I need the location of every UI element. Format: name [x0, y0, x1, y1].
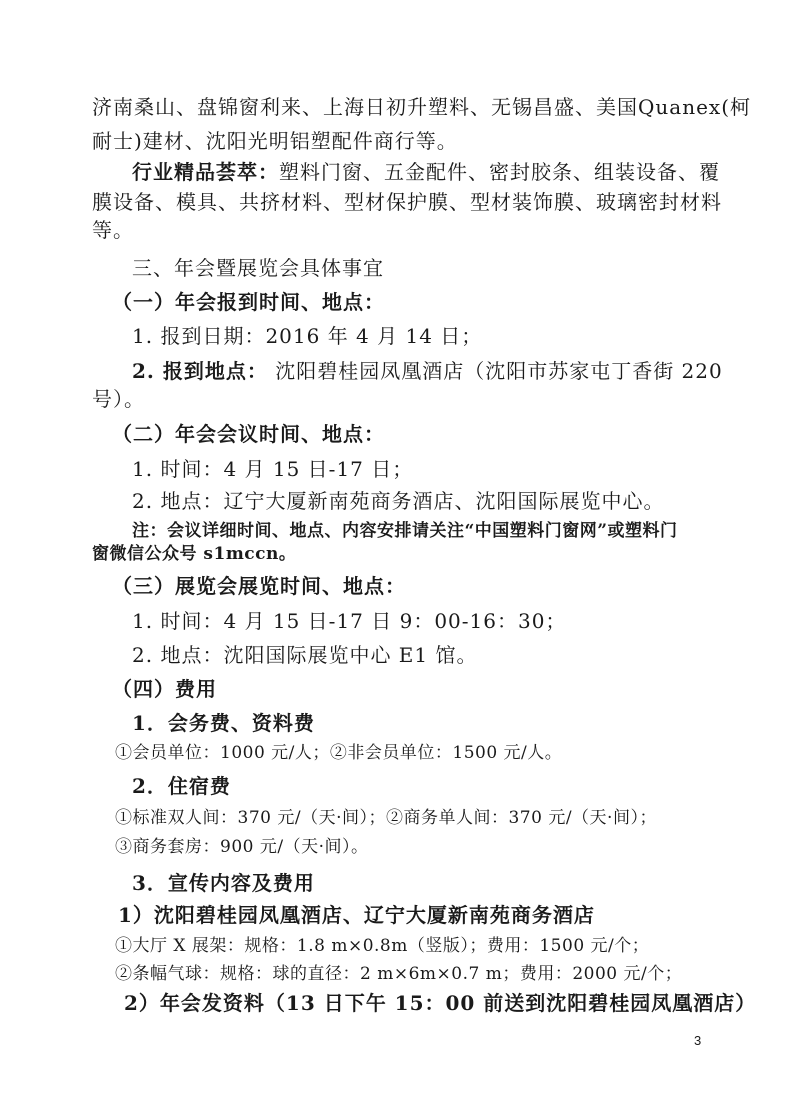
note-line: 窗微信公众号 s1mccn。: [92, 544, 297, 564]
text-line: 1. 时间：4 月 15 日-17 日 9：00-16：30；: [132, 609, 567, 633]
text-line: 耐士)建材、沈阳光明铝塑配件商行等。: [92, 129, 458, 153]
text-line: ②条幅气球：规格：球的直径：2 m×6m×0.7 m；费用：2000 元/个；: [115, 964, 683, 984]
text-line: ①标准双人间：370 元/（天·间）；②商务单人间：370 元/（天·间）；: [115, 808, 657, 828]
text-line: 济南桑山、盘锦窗利来、上海日初升塑料、无锡昌盛、美国Quanex(柯: [92, 95, 751, 119]
item-label: 2. 报到地点：: [132, 359, 268, 383]
text-segment: 沈阳碧桂园凤凰酒店（沈阳市苏家屯丁香街 220: [275, 359, 723, 383]
text-line: 号）。: [92, 387, 145, 411]
text-line: ①会员单位：1000 元/人；②非会员单位：1500 元/人。: [115, 743, 563, 763]
text-line: 1. 报到日期：2016 年 4 月 14 日；: [132, 324, 483, 348]
section-heading: 三、年会暨展览会具体事宜: [132, 256, 384, 280]
subsection-heading: （二）年会会议时间、地点：: [112, 422, 385, 446]
subsection-heading: （三）展览会展览时间、地点：: [112, 574, 406, 598]
text-line: [132, 159, 720, 185]
text-line: 等。: [92, 218, 134, 242]
text-line: 1. 时间：4 月 15 日-17 日；: [132, 457, 414, 481]
section-label: 行业精品荟萃：: [132, 160, 279, 184]
text-line: 2. 地点：辽宁大厦新南苑商务酒店、沈阳国际展览中心。: [132, 489, 665, 513]
text-line: 膜设备、模具、共挤材料、型材保护膜、型材装饰膜、玻璃密封材料: [92, 190, 722, 214]
text-line: 2. 地点：沈阳国际展览中心 E1 馆。: [132, 643, 478, 667]
text-line: ③商务套房：900 元/（天·间）。: [115, 837, 369, 857]
text-line: [132, 358, 723, 384]
subsection-heading: 2）年会发资料（13 日下午 15：00 前送到沈阳碧桂园凤凰酒店）: [124, 991, 757, 1015]
subsection-heading: 3．宣传内容及费用: [132, 871, 315, 895]
subsection-heading: （一）年会报到时间、地点：: [112, 290, 385, 314]
subsection-heading: （四）费用: [112, 677, 217, 701]
text-line: ①大厅 X 展架：规格：1.8 m×0.8m（竖版）；费用：1500 元/个；: [115, 936, 650, 956]
subsection-heading: 1）沈阳碧桂园凤凰酒店、辽宁大厦新南苑商务酒店: [118, 903, 595, 927]
subsection-heading: 1．会务费、资料费: [132, 711, 315, 735]
subsection-heading: 2．住宿费: [132, 774, 231, 798]
note-line: 注：会议详细时间、地点、内容安排请关注“中国塑料门窗网”或塑料门: [132, 521, 678, 541]
text-segment: 塑料门窗、五金配件、密封胶条、组装设备、覆: [279, 160, 720, 184]
page-number: 3: [694, 1033, 702, 1048]
